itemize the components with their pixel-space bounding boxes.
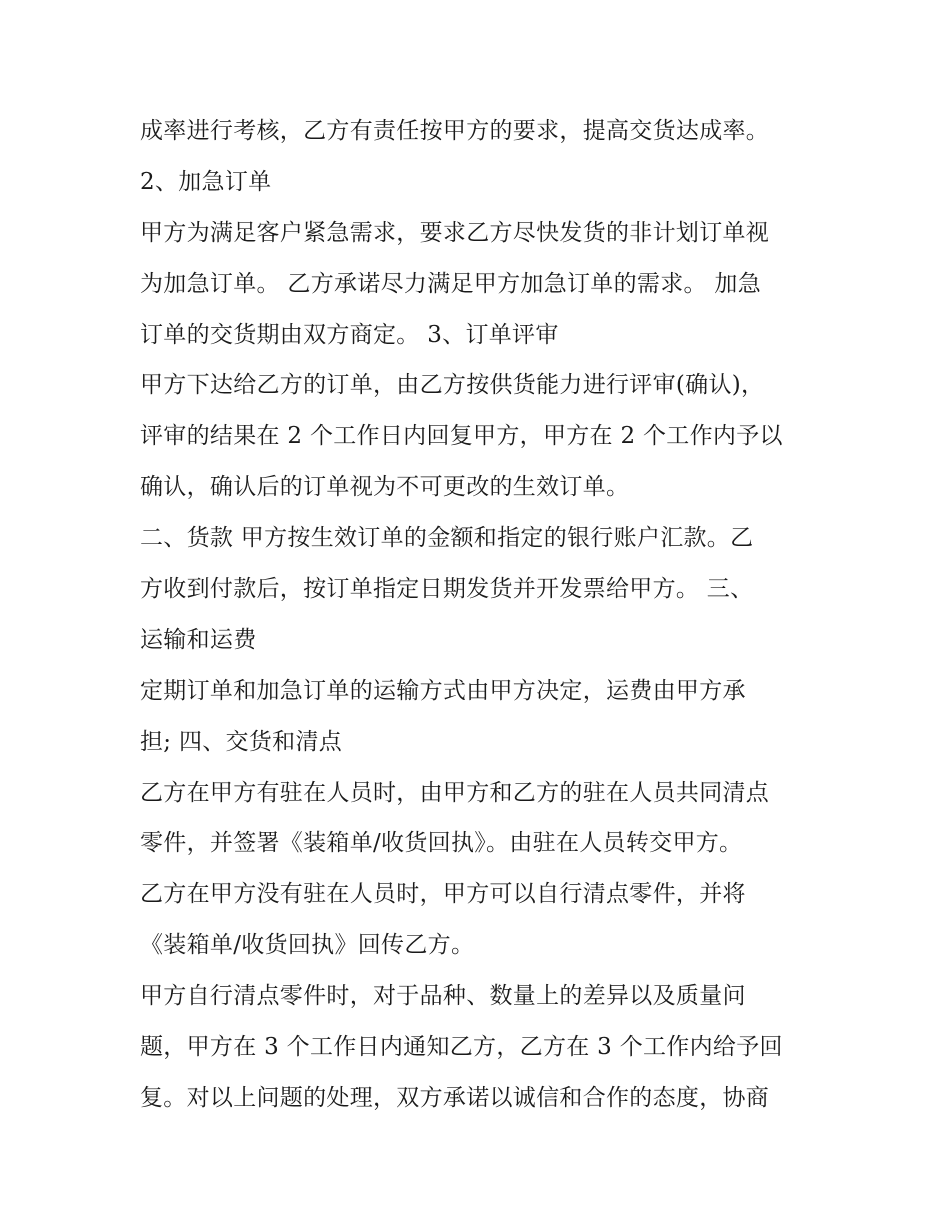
text-line: 甲方下达给乙方的订单，由乙方按供货能力进行评审(确认)， <box>140 372 765 399</box>
text-line: 成率进行考核，乙方有责任按甲方的要求，提高交货达成率。 <box>140 118 770 144</box>
text-line: 零件，并签署《装箱单/收货回执》。由驻在人员转交甲方。 <box>140 830 743 857</box>
text-line: 订单的交货期由双方商定。 3、订单评审 <box>140 321 559 348</box>
text-line: 运输和运费 <box>140 626 257 653</box>
text-line: 方收到付款后，按订单指定日期发货并开发票给甲方。 三、 <box>140 576 754 603</box>
section-heading: 2、加急订单 <box>140 168 272 195</box>
text-line: 二、货款 甲方按生效订单的金额和指定的银行账户汇款。乙 <box>140 525 754 552</box>
text-line: 为加急订单。 乙方承诺尽力满足甲方加急订单的需求。 加急 <box>140 270 762 297</box>
text-line: 乙方在甲方没有驻在人员时，甲方可以自行清点零件，并将 <box>140 881 746 908</box>
text-line: 甲方为满足客户紧急需求，要求乙方尽快发货的非计划订单视 <box>140 219 770 246</box>
text-line: 《装箱单/收货回执》回传乙方。 <box>140 932 475 959</box>
document-body <box>140 106 820 1124</box>
text-line: 甲方自行清点零件时，对于品种、数量上的差异以及质量问 <box>140 983 746 1010</box>
text-line: 评审的结果在 2 个工作日内回复甲方，甲方在 2 个工作内予以 <box>140 423 783 450</box>
text-line: 题，甲方在 3 个工作日内通知乙方，乙方在 3 个工作内给予回 <box>140 1034 783 1061</box>
text-line: 担; 四、交货和清点 <box>140 728 343 755</box>
text-line: 定期订单和加急订单的运输方式由甲方决定，运费由甲方承 <box>140 677 746 704</box>
text-line: 乙方在甲方有驻在人员时，由甲方和乙方的驻在人员共同清点 <box>140 779 770 806</box>
text-line: 复。对以上问题的处理，双方承诺以诚信和合作的态度，协商 <box>140 1084 770 1111</box>
text-line: 确认，确认后的订单视为不可更改的生效订单。 <box>140 474 630 501</box>
